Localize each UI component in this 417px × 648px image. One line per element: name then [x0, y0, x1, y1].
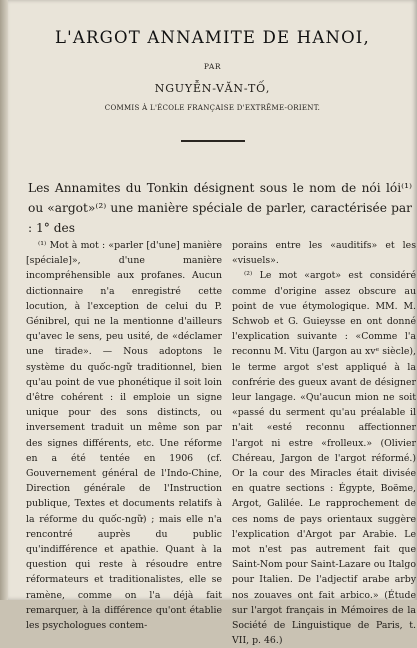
footnote-1-continued: porains entre les «auditifs» et les «visuels».	[232, 240, 416, 267]
page-gutter	[0, 0, 8, 600]
intro-paragraph: Les Annamites du Tonkin désignent sous le nom de nói lói⁽¹⁾ ou «argot»⁽²⁾ une manière spéciale de parler, caractérisée par : 1° des	[28, 181, 412, 235]
book-page	[8, 0, 417, 647]
title-separator-rule	[181, 140, 245, 142]
author-affiliation: COMMIS À L'ÉCOLE FRANÇAISE D'EXTRÊME-ORIENT.	[104, 104, 321, 112]
article-title: L'ARGOT ANNAMITE DE HANOI,	[55, 28, 370, 47]
footnote-column-right	[232, 238, 416, 648]
author-name: NGUYỄN-VĂN-TỐ,	[154, 82, 271, 95]
footnote-1: ⁽¹⁾ Mot à mot : «parler [d'une] manière [spéciale]», d'une manière incompréhensible aux profanes. Aucun dictionnaire n'a enregistré cette locution, à l'exception de celui du P. Génibrel, qui ne la mentionne d'ailleurs qu'avec le sens, peu usité, de «déclamer une tirade». — Nous adoptons le système du quốc-ngữ traditionnel, bien qu'au point de vue phonétique il soit loin d'être cohérent : il emploie un signe unique pour des sons distincts, ou inversement traduit un même son par des signes différents, etc. Une réforme en a été tentée en 1906 (cf. Gouvernement général de l'Indo-Chine, Direction générale de l'Instruction publique, Textes et documents relatifs à la réforme du quốc-ngữ) ; mais elle n'a rencontré auprès du public qu'indifférence et apathie. Quant à la question qui reste à résoudre entre réformateurs et traditionalistes, elle se ramène, comme on l'a déjà fait remarquer, à la différence qu'ont établie les psychologues contem-	[26, 240, 222, 632]
footnote-column-left	[26, 238, 222, 633]
footnote-2: ⁽²⁾ Le mot «argot» est considéré comme d'origine assez obscure au point de vue étymologique. MM. M. Schwob et G. Guieysse en ont donné l'explication suivante : «Comme l'a reconnu M. Vitu (Jargon au xvᵉ siècle), le terme argot s'est appliqué à la confrérie des gueux avant de désigner leur langage. «Qu'aucun mion ne soit «passé du serment qu'au préalable il n'ait «esté reconnu affectionner l'argot ni estre «frolleux.» (Olivier Chéreau, Jargon de l'argot réformé.) Or la cour des Miracles était divisée en quatre sections : Égypte, Boëme, Argot, Galilée. Le rapprochement de ces noms de pays orientaux suggère l'explication d'Argot par Arabie. Le mot n'est pas autrement fait que Saint-Nom pour Saint-Lazare ou Italgo pour Italien. De l'adjectif arabe arby nos zouaves ont fait arbico.» (Étude sur l'argot français in Mémoires de la Société de Linguistique de Paris, t. VII, p. 46.)	[232, 270, 416, 647]
byline-par: PAR	[203, 62, 222, 71]
